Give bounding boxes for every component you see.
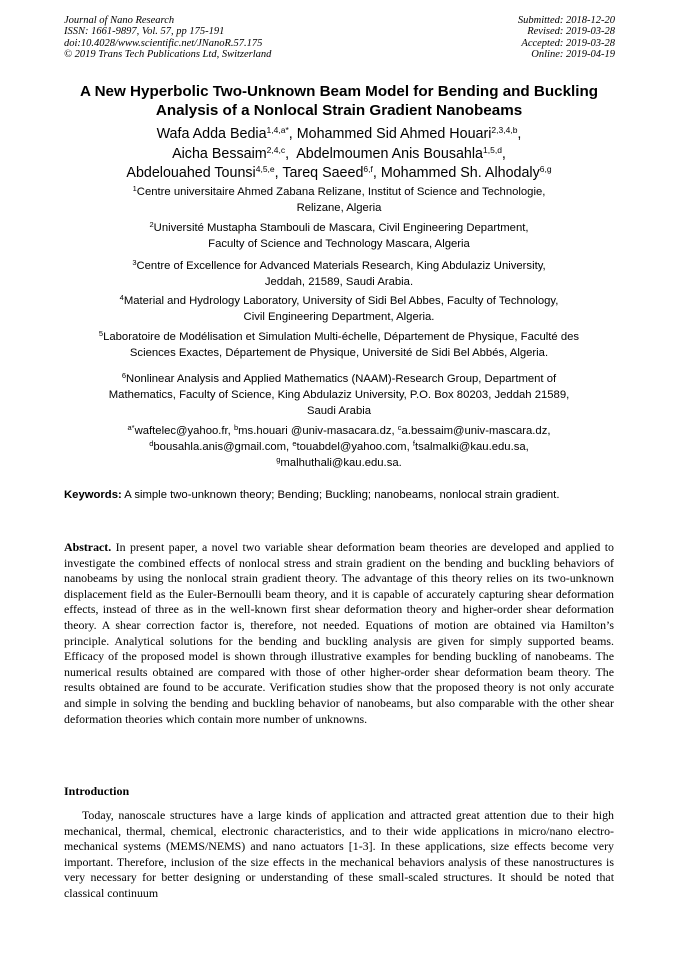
paper-title-line: Analysis of a Nonlocal Strain Gradient Nanobeams <box>155 102 523 119</box>
journal-issn: ISSN: 1661-9897, Vol. 57, pp 175-191 <box>64 26 225 38</box>
author-line: Wafa Adda Bedia$^{1,4,a*}$, Mohammed Sid Ahmed Houari$^{2,3,4,b}$, <box>156 125 522 142</box>
author-line: Abdelouahed Tounsi$^{4,5,e}$, Tareq Saeed$^{6,f}$, Mohammed Sh. Alhodaly$^{6,g}$ <box>126 164 552 181</box>
affiliation-6: $^6$Nonlinear Analysis and Applied Mathematics (NAAM)-Research Group, Department of Mathematics, Faculty of Science, King Abdulaziz University, P.O. Box 80203, Jeddah 21589, Saudi Arabia <box>108 371 570 417</box>
journal-info <box>64 15 271 60</box>
affiliation-number: 3 <box>132 258 137 267</box>
author-sup: 6,f <box>363 164 373 174</box>
affiliation-number: 6 <box>121 371 127 380</box>
author-name: Aicha Bessaim <box>172 145 267 162</box>
keywords-text: A simple two-unknown theory; Bending; Buckling; nanobeams, nonlocal strain gradient. <box>121 489 560 501</box>
affiliation-1: $^1$Centre universitaire Ahmed Zabana Relizane, Institut of Science and Technologie, Relizane, Algeria <box>132 184 546 214</box>
author-name: Tareq Saeed <box>282 165 364 181</box>
abstract-text: In present paper, a novel two variable shear deformation beam theories are developed and applied to investigate the combined effects of nonlocal stress and strain gradient on the bending and buckling behaviors of nanobeams by using the nonlocal strain gradient theory. The advantage of this theory relies on its two-unknown displacement field as the Euler-Bernoulli beam theory, and it is capable of accurately capturing shear deformation effects, instead of three as in the well-known first shear deformation theory and higher-order shear deformation theory. A shear correction factor is, therefore, not needed. Equations of motion are obtained via Hamilton’s principle. Analytical solutions for the bending and buckling analysis are given for simply supported beams. Efficacy of the proposed model is shown through illustrative examples for bending buckling of nanobeams. The numerical results obtained are compared with those of other higher-order shear deformation beam theory. The results obtained are found to be accurate. Verification studies show that the proposed theory is not only accurate and simple in solving the bending and buckling behavior of nanobeams, but also comparable with the other shear deformation theories which contain more number of unknowns. <box>64 540 614 726</box>
affiliation-number: 1 <box>132 184 137 193</box>
affiliation-number: 4 <box>119 293 124 302</box>
author-list <box>40 125 638 184</box>
email-link[interactable]: touabdel@yahoo.com, <box>296 440 413 453</box>
date-accepted: Accepted: 2019-03-28 <box>521 37 615 49</box>
author-sup: 2,3,4,b <box>491 125 518 135</box>
email-link[interactable]: waftelec@yahoo.fr, <box>134 425 234 437</box>
date-revised: Revised: 2019-03-28 <box>527 26 615 38</box>
author-name: Abdelouahed Tounsi <box>126 165 256 181</box>
date-online: Online: 2019-04-19 <box>531 48 615 60</box>
author-name: Mohammed Sh. Alhodaly <box>380 165 540 181</box>
journal-doi: doi:10.4028/www.scientific.net/JNanoR.57.175 <box>64 37 263 49</box>
affiliation-4: $^4$Material and Hydrology Laboratory, University of Sidi Bel Abbes, Faculty of Technology, Civil Engineering Department, Algeria. <box>119 293 559 323</box>
abstract-label: Abstract. <box>64 540 112 554</box>
introduction-text: Today, nanoscale structures have a large kinds of application and attracted great attention due to their high mechanical, thermal, chemical, electronic characteristics, and to their wide applications in micro/nano electro-mechanical systems (MEMS/NEMS) and nano actuators [1-3]. In these applications, size effects become very important. Therefore, inclusion of the size effects in the mechanical behaviors analysis of these nanostructures is very necessary for better designing or understanding of these small-scaled structures. It should be noted that classical continuum <box>64 808 614 900</box>
keywords <box>64 488 614 504</box>
author-name: Abdelmoumen Anis Bousahla <box>296 145 484 162</box>
email-link[interactable]: malhuthali@kau.edu.sa. <box>280 456 402 469</box>
journal-copyright: © 2019 Trans Tech Publications Ltd, Switzerland <box>64 48 272 60</box>
date-submitted: Submitted: 2018-12-20 <box>517 15 615 26</box>
affiliation-2: $^2$Université Mustapha Stambouli de Mascara, Civil Engineering Department, Faculty of Science and Technology Mascara, Algeria <box>149 220 529 250</box>
author-sup: 1,4,a* <box>266 125 289 135</box>
affiliation-5: $^5$Laboratoire de Modélisation et Simulation Multi-échelle, Département de Physique, Faculté des Sciences Exactes, Département de Physique, Université de Sidi Bel Abbés, Algeria. <box>98 329 580 359</box>
paper-title-line: A New Hyperbolic Two-Unknown Beam Model for Bending and Buckling <box>79 83 599 100</box>
author-sup: 6,g <box>539 164 552 174</box>
affiliation-number: 5 <box>98 329 104 338</box>
author-sup: 1,5,d <box>483 144 502 155</box>
author-name: Wafa Adda Bedia <box>156 126 267 142</box>
affiliation-3: $^3$Centre of Excellence for Advanced Materials Research, King Abdulaziz University, Jeddah, 21589, Saudi Arabia. <box>132 258 546 288</box>
author-sup: 2,4,c <box>266 144 286 155</box>
keywords-label: Keywords: <box>64 489 122 501</box>
paper-title <box>40 82 638 120</box>
email-link[interactable]: ms.houari @univ-masacara.dz, <box>238 425 398 437</box>
publication-dates <box>518 15 615 60</box>
abstract <box>64 540 614 727</box>
email-list: $^{a*}$waftelec@yahoo.fr, $^b$ms.houari @univ-masacara.dz, $^c$a.bessaim@univ-mascara.dz, $^d$bousahla.anis@gmail.com, $^e$touabdel@yahoo.com, $^f$tsalmalki@kau.edu.sa, $^g$malhuthali@kau.edu.sa. <box>127 423 551 469</box>
introduction-heading: Introduction <box>64 784 130 798</box>
email-link[interactable]: a.bessaim@univ-mascara.dz, <box>401 425 551 437</box>
email-link[interactable]: bousahla.anis@gmail.com, <box>153 440 293 453</box>
email-link[interactable]: tsalmalki@kau.edu.sa, <box>414 440 529 453</box>
affiliation-number: 2 <box>149 220 154 229</box>
journal-name: Journal of Nano Research <box>64 15 175 26</box>
author-name: Mohammed Sid Ahmed Houari <box>296 126 492 142</box>
author-line: Aicha Bessaim$^{2,4,c}$, Abdelmoumen Anis Bousahla$^{1,5,d}$, <box>172 144 506 162</box>
author-sup: 4,5,e <box>255 164 275 174</box>
